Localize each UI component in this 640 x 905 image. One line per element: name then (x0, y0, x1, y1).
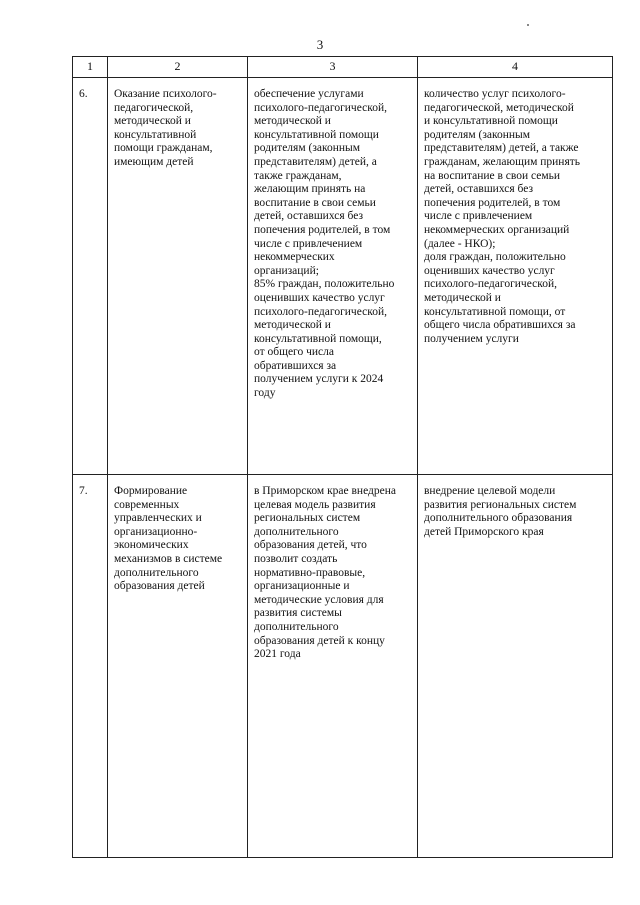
row-number: 7. (73, 475, 108, 858)
expected-result: в Приморском крае внедрена целевая модель развития региональных систем дополнительного образования детей, что позволит создать нормативно-правовые, организационные и методические условия для развития системы дополнительного образования детей к концу 2021 года (248, 475, 418, 858)
table-row (73, 475, 613, 858)
indicators: внедрение целевой модели развития региональных систем дополнительного образования детей Приморского края (418, 475, 613, 858)
header-cell-1: 1 (73, 57, 108, 78)
measure-name: Формирование современных управленческих и организационно- экономических механизмов в системе дополнительного образования детей (108, 475, 248, 858)
measure-name: Оказание психолого- педагогической, методической и консультативной помощи гражданам, имеющим детей (108, 78, 248, 475)
table-header-row (73, 57, 613, 78)
scan-artifact-dot (527, 24, 529, 26)
measures-table (72, 56, 613, 858)
table-row (73, 78, 613, 475)
expected-result: обеспечение услугами психолого-педагогической, методической и консультативной помощи родителям (законным представителям) детей, а также гражданам, желающим принять на воспитание в свои семьи детей, оставшихся без попечения родителей, в том числе с привлечением некоммерческих организаций; 85% граждан, положительно оценивших качество услуг психолого-педагогической, методической и консультативной помощи, от общего числа обратившихся за получением услуги к 2024 году (248, 78, 418, 475)
row-number: 6. (73, 78, 108, 475)
header-cell-3: 3 (248, 57, 418, 78)
header-cell-4: 4 (418, 57, 613, 78)
header-cell-2: 2 (108, 57, 248, 78)
page-number: 3 (316, 37, 324, 52)
indicators: количество услуг психолого- педагогической, методической и консультативной помощи родителям (законным представителям) детей, а также гражданам, желающим принять на воспитание в свои семьи детей, оставшихся без попечения родителей, в том числе с привлечением некоммерческих организаций (далее - НКО); доля граждан, положительно оценивших качество услуг психолого-педагогической, методической и консультативной помощи, от общего числа обратившихся за получением услуги (418, 78, 613, 475)
